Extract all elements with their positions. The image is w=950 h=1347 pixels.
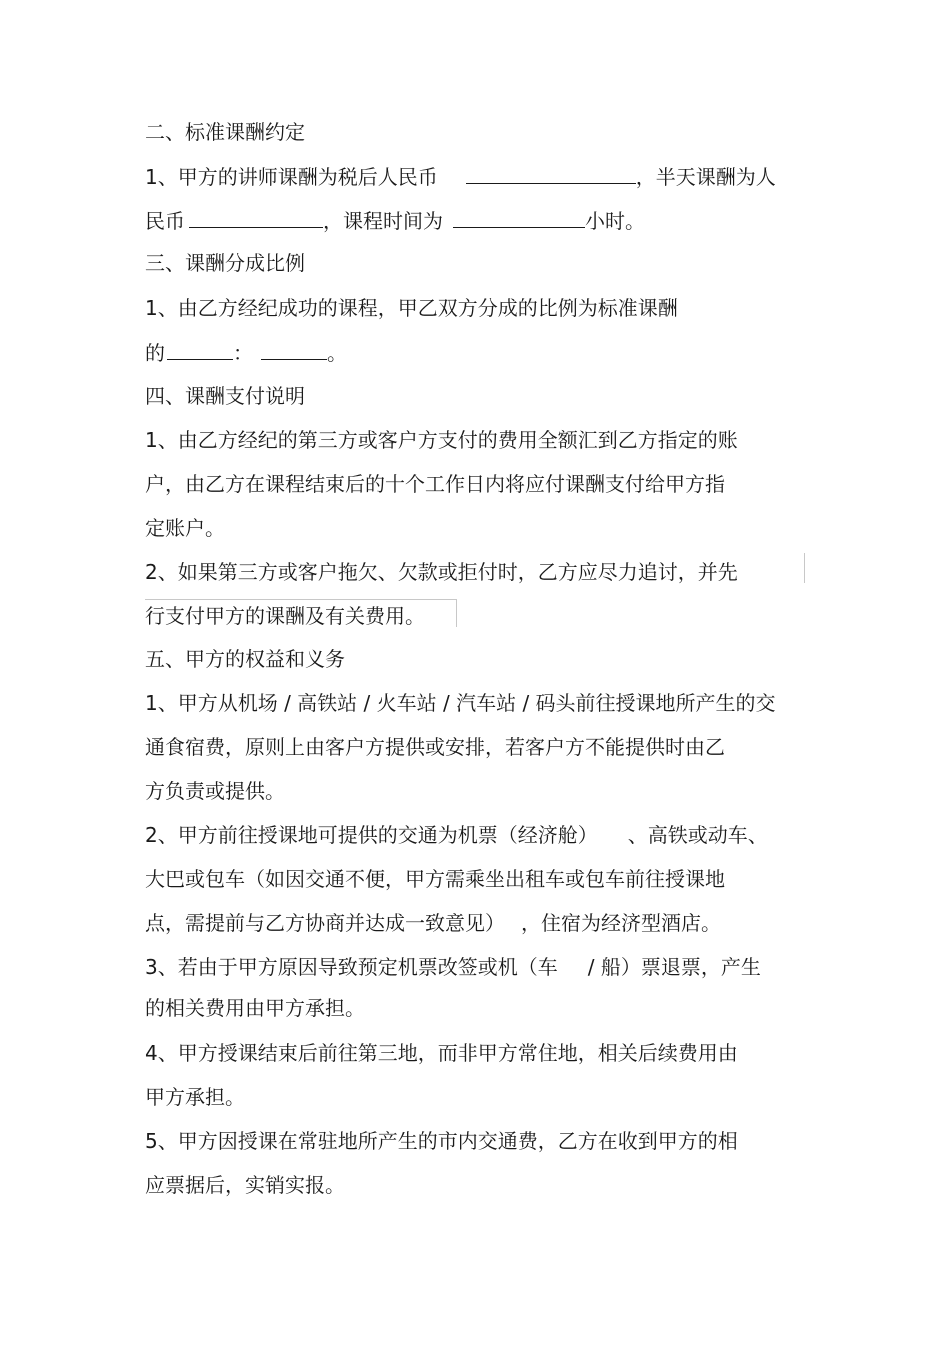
- section-heading-3: 三、课酬分成比例: [145, 251, 305, 275]
- fill-blank: [261, 339, 327, 360]
- paragraph-line: 甲方承担。: [145, 1085, 245, 1109]
- fill-blank: [466, 163, 636, 184]
- paragraph-line: 1、由乙方经纪成功的课程，甲乙双方分成的比例为标准课酬: [145, 296, 678, 320]
- paragraph-line: 1、由乙方经纪的第三方或客户方支付的费用全额汇到乙方指定的账: [145, 428, 738, 452]
- text: 民币: [145, 209, 185, 233]
- paragraph-line: 大巴或包车（如因交通不便，甲方需乘坐出租车或包车前往授课地: [145, 867, 725, 891]
- paragraph-line: 应票据后，实销实报。: [145, 1173, 345, 1197]
- fill-blank: [189, 207, 323, 228]
- text: ，住宿为经济型酒店。: [521, 911, 721, 935]
- text: 、高铁或动车、: [627, 823, 768, 847]
- text: 点，需提前与乙方协商并达成一致意见）: [145, 911, 505, 935]
- paragraph-line: 通食宿费，原则上由客户方提供或安排，若客户方不能提供时由乙: [145, 735, 725, 759]
- divider: [456, 599, 457, 627]
- section-heading-5: 五、甲方的权益和义务: [145, 647, 345, 671]
- text: 3、若由于甲方原因导致预定机票改签或机（车: [145, 955, 558, 979]
- text: 1、甲方的讲师课酬为税后人民币: [145, 165, 438, 189]
- paragraph-line: 2、如果第三方或客户拖欠、欠款或拒付时，乙方应尽力追讨，并先: [145, 560, 738, 584]
- paragraph-line: [145, 822, 768, 848]
- paragraph-line: [145, 954, 761, 980]
- paragraph-line: [145, 910, 721, 936]
- paragraph-line: [145, 339, 347, 366]
- paragraph-line: 定账户。: [145, 516, 225, 540]
- paragraph-line: 方负责或提供。: [145, 779, 285, 803]
- text: 小时。: [585, 209, 645, 233]
- paragraph-line: [145, 163, 776, 190]
- text: ，半天课酬为人: [635, 165, 776, 189]
- paragraph-line: [145, 207, 645, 234]
- text: 2、甲方前往授课地可提供的交通为机票（经济舱）: [145, 823, 598, 847]
- section-heading-2: 二、标准课酬约定: [145, 120, 305, 144]
- divider: [804, 553, 805, 583]
- paragraph-line: 的相关费用由甲方承担。: [145, 996, 365, 1020]
- paragraph-line: 户，由乙方在课程结束后的十个工作日内将应付课酬支付给甲方指: [145, 472, 725, 496]
- divider: [145, 599, 457, 600]
- fill-blank: [453, 207, 585, 228]
- paragraph-line: 5、甲方因授课在常驻地所产生的市内交通费，乙方在收到甲方的相: [145, 1129, 738, 1153]
- section-heading-4: 四、课酬支付说明: [145, 384, 305, 408]
- text: ：: [233, 341, 253, 365]
- text: 。: [327, 341, 347, 365]
- fill-blank: [167, 339, 233, 360]
- paragraph-line: 4、甲方授课结束后前往第三地，而非甲方常住地，相关后续费用由: [145, 1041, 738, 1065]
- paragraph-line: 行支付甲方的课酬及有关费用。: [145, 604, 425, 628]
- text: ，课程时间为: [323, 209, 443, 233]
- paragraph-line: 1、甲方从机场 / 高铁站 / 火车站 / 汽车站 / 码头前往授课地所产生的交: [145, 691, 776, 715]
- text: 的: [145, 341, 165, 365]
- text: / 船）票退票，产生: [587, 955, 761, 979]
